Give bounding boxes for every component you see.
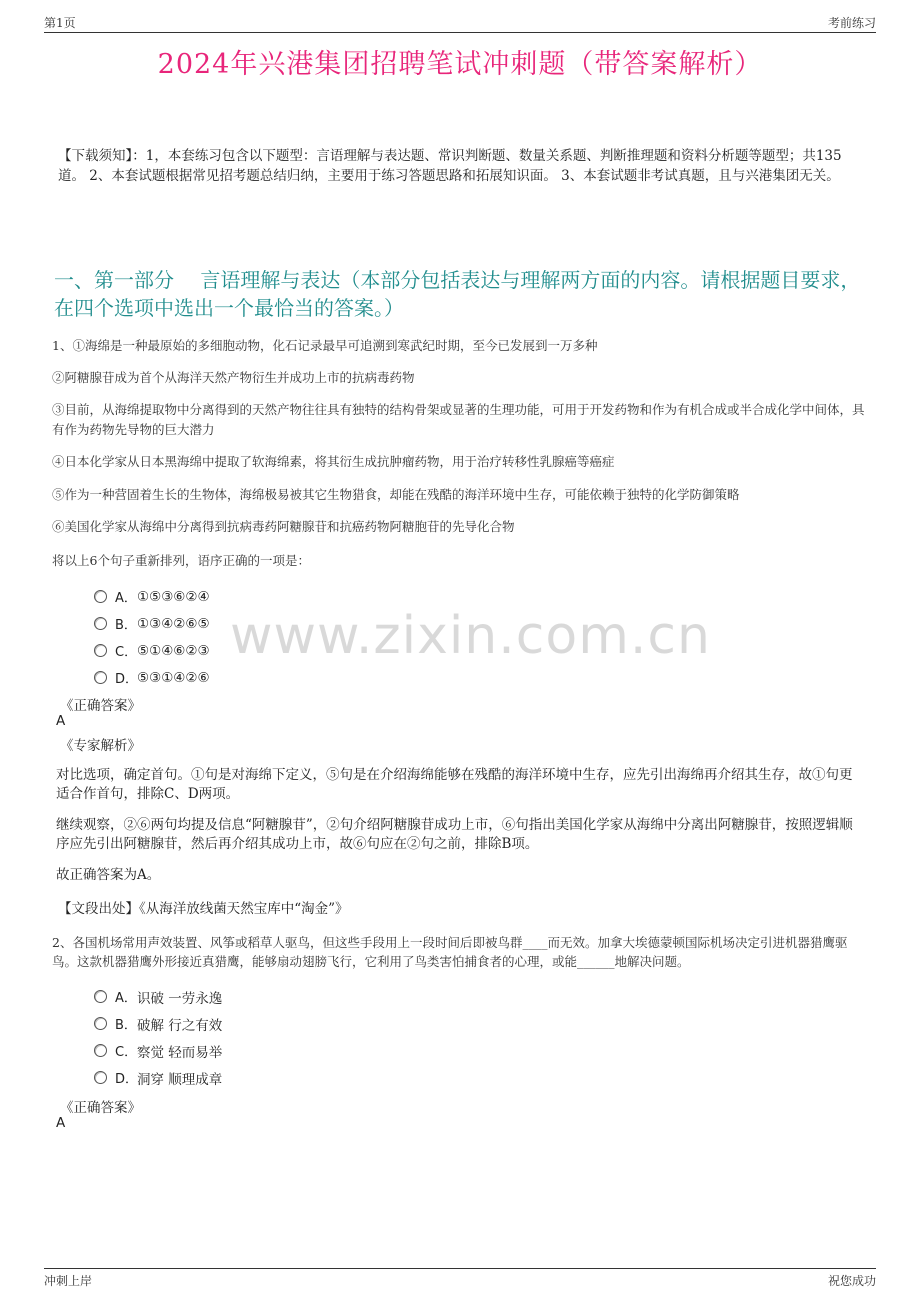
document-title: 2024年兴港集团招聘笔试冲刺题（带答案解析）: [157, 49, 763, 80]
option-key: A．: [115, 591, 137, 606]
q2-option-c[interactable]: [94, 1037, 222, 1064]
q1-line: ④日本化学家从日本黑海绵中提取了软海绵素，将其衍生成抗肿瘤药物，用于治疗转移性乳腺癌等癌症: [52, 454, 615, 469]
radio-icon[interactable]: [94, 1017, 107, 1030]
page-number: 第1页: [44, 16, 76, 30]
option-text: 破解 行之有效: [137, 1017, 223, 1034]
q1-line: ②阿糖腺苷成为首个从海洋天然产物衍生并成功上市的抗病毒药物: [52, 370, 415, 385]
option-text: 识破 一劳永逸: [137, 990, 223, 1007]
q1-option-d[interactable]: [94, 664, 210, 691]
footer-left: 冲刺上岸: [44, 1274, 93, 1288]
option-text: 洞穿 顺理成章: [137, 1071, 223, 1088]
q1-analysis-label: 《专家解析》: [60, 738, 141, 754]
q2-option-b[interactable]: [94, 1010, 222, 1037]
download-notice: 【下载须知】：1，本套练习包含以下题型：言语理解与表达题、常识判断题、数量关系题、判断推理题和资料分析题等题型；共135道。 2、本套试题根据常见招考题总结归纳，主要用于练习答题思路和拓展知识面。 3、本套试题非考试真题，且与兴港集团无关。: [58, 148, 842, 184]
q1-analysis-conclusion: 故正确答案为A。: [56, 867, 161, 883]
q1-option-a[interactable]: [94, 583, 210, 610]
radio-icon[interactable]: [94, 671, 107, 684]
q2-answer-label: 《正确答案》: [60, 1100, 141, 1116]
option-key: C．: [115, 1045, 138, 1060]
q1-source: 【文段出处】《从海洋放线菌天然宝库中“淘金”》: [58, 901, 349, 917]
radio-icon[interactable]: [94, 1044, 107, 1057]
option-text: ①⑤③⑥②④: [137, 588, 210, 605]
q2-text: 2、各国机场常用声效装置、风筝或稻草人驱鸟，但这些手段用上一段时间后即被鸟群____而无效。加拿大埃德蒙顿国际机场决定引进机器猎鹰驱鸟。这款机器猎鹰外形接近真猎鹰，能够扇动翅膀飞行，它利用了鸟类害怕捕食者的心理，或能______地解决问题。: [52, 935, 848, 969]
option-text: 察觉 轻而易举: [137, 1044, 223, 1061]
radio-icon[interactable]: [94, 590, 107, 603]
option-key: B．: [115, 618, 137, 633]
radio-icon[interactable]: [94, 617, 107, 630]
q1-prompt: 将以上6个句子重新排列，语序正确的一项是：: [52, 553, 310, 568]
q1-answer-label: 《正确答案》: [60, 698, 141, 714]
q2-option-a[interactable]: [94, 983, 222, 1010]
page-header: [44, 14, 876, 33]
section-title: 一、第一部分 言语理解与表达（本部分包括表达与理解两方面的内容。请根据题目要求，在四个选项中选出一个最恰当的答案。）: [54, 268, 861, 320]
q1-option-c[interactable]: [94, 637, 210, 664]
q1-line: ⑥美国化学家从海绵中分离得到抗病毒药阿糖腺苷和抗癌药物阿糖胞苷的先导化合物: [52, 519, 515, 534]
option-text: ⑤①④⑥②③: [137, 642, 210, 659]
header-tag: 考前练习: [827, 16, 876, 30]
radio-icon[interactable]: [94, 1071, 107, 1084]
q1-option-b[interactable]: [94, 610, 210, 637]
q2-answer: A: [56, 1115, 66, 1131]
option-key: C．: [115, 645, 138, 660]
option-text: ①③④②⑥⑤: [137, 615, 210, 632]
q1-line: 1、①海绵是一种最原始的多细胞动物，化石记录最早可追溯到寒武纪时期，至今已发展到一万多种: [52, 338, 598, 353]
q1-options: [94, 583, 210, 691]
watermark: www.zixin.com.cn: [230, 606, 711, 666]
q1-line: ⑤作为一种营固着生长的生物体，海绵极易被其它生物猎食，却能在残酷的海洋环境中生存，可能依赖于独特的化学防御策略: [52, 487, 740, 502]
q1-analysis-paragraph: 对比选项，确定首句。①句是对海绵下定义，⑤句是在介绍海绵能够在残酷的海洋环境中生存，应先引出海绵再介绍其生存，故①句更适合作首句，排除C、D两项。: [56, 767, 853, 802]
option-key: A．: [115, 991, 137, 1006]
option-key: D．: [115, 672, 139, 687]
radio-icon[interactable]: [94, 644, 107, 657]
radio-icon[interactable]: [94, 990, 107, 1003]
option-key: B．: [115, 1018, 137, 1033]
q1-analysis-paragraph: 继续观察，②⑥两句均提及信息“阿糖腺苷”，②句介绍阿糖腺苷成功上市，⑥句指出美国化学家从海绵中分离出阿糖腺苷，按照逻辑顺序应先引出阿糖腺苷，然后再介绍其成功上市，故⑥句应在②句之前，排除B项。: [56, 817, 853, 852]
option-text: ⑤③①④②⑥: [137, 669, 210, 686]
q2-option-d[interactable]: [94, 1064, 222, 1091]
option-key: D．: [115, 1072, 139, 1087]
q2-options: [94, 983, 222, 1091]
page-footer: [44, 1268, 876, 1289]
q1-line: ③目前，从海绵提取物中分离得到的天然产物往往具有独特的结构骨架或显著的生理功能，可用于开发药物和作为有机合成或半合成化学中间体，具有作为药物先导物的巨大潜力: [52, 402, 865, 437]
q1-answer: A: [56, 713, 66, 729]
footer-right: 祝您成功: [827, 1274, 876, 1288]
